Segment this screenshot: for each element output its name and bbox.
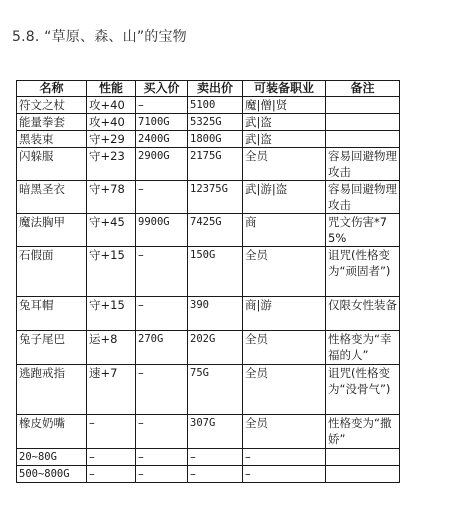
cell-stat: 守+15 <box>87 247 136 297</box>
cell-jobs: 商|游 <box>243 297 326 331</box>
cell-stat: 守+23 <box>87 148 136 181</box>
cell-stat: 攻+40 <box>87 114 136 131</box>
cell-stat: – <box>87 466 136 483</box>
cell-name: 闪躲服 <box>17 148 87 181</box>
col-header-jobs: 可装备职业 <box>243 81 326 97</box>
cell-name: 黑装束 <box>17 131 87 148</box>
cell-buy: – <box>136 466 188 483</box>
cell-name: 魔法胸甲 <box>17 214 87 247</box>
table-row <box>17 466 400 483</box>
table-header-row <box>17 81 400 97</box>
cell-jobs: 商 <box>243 214 326 247</box>
cell-note: 性格变为“幸福的人” <box>326 331 400 365</box>
col-header-note: 备注 <box>326 81 400 97</box>
cell-stat: 攻+40 <box>87 97 136 114</box>
table-row <box>17 214 400 247</box>
cell-note: 性格变为“撒娇” <box>326 415 400 449</box>
table-row <box>17 148 400 181</box>
cell-sell: 307G <box>188 415 243 449</box>
cell-name: 橡皮奶嘴 <box>17 415 87 449</box>
table-row <box>17 415 400 449</box>
cell-buy: – <box>136 247 188 297</box>
cell-note <box>326 97 400 114</box>
cell-stat: 守+45 <box>87 214 136 247</box>
cell-name: 500~800G <box>17 466 87 483</box>
cell-name: 逃跑戒指 <box>17 365 87 415</box>
table-row <box>17 449 400 466</box>
cell-jobs: 全员 <box>243 148 326 181</box>
item-table <box>16 80 400 483</box>
cell-buy: – <box>136 365 188 415</box>
cell-name: 石假面 <box>17 247 87 297</box>
cell-jobs: 全员 <box>243 365 326 415</box>
cell-stat: 速+7 <box>87 365 136 415</box>
table-row <box>17 247 400 297</box>
cell-note <box>326 466 400 483</box>
cell-stat: – <box>87 415 136 449</box>
cell-jobs: 武|盗 <box>243 114 326 131</box>
cell-name: 符文之杖 <box>17 97 87 114</box>
cell-note: 仅限女性装备 <box>326 297 400 331</box>
cell-sell: – <box>188 449 243 466</box>
col-header-buy: 买入价 <box>136 81 188 97</box>
table-row <box>17 97 400 114</box>
cell-stat: 守+29 <box>87 131 136 148</box>
cell-stat: 守+15 <box>87 297 136 331</box>
cell-note: 咒文伤害*75% <box>326 214 400 247</box>
cell-sell: 12375G <box>188 181 243 214</box>
cell-jobs: 全员 <box>243 415 326 449</box>
cell-stat: 运+8 <box>87 331 136 365</box>
table-row <box>17 114 400 131</box>
cell-sell: 5100 <box>188 97 243 114</box>
cell-buy: 7100G <box>136 114 188 131</box>
table-row <box>17 181 400 214</box>
cell-note: 容易回避物理攻击 <box>326 181 400 214</box>
cell-buy: – <box>136 449 188 466</box>
cell-note <box>326 131 400 148</box>
cell-name: 兔耳帽 <box>17 297 87 331</box>
cell-sell: 390 <box>188 297 243 331</box>
cell-buy: 2400G <box>136 131 188 148</box>
cell-buy: – <box>136 297 188 331</box>
page-title: 5.8. “草原、森、山”的宝物 <box>12 29 187 45</box>
table-row <box>17 331 400 365</box>
col-header-stat: 性能 <box>87 81 136 97</box>
cell-note: 容易回避物理攻击 <box>326 148 400 181</box>
cell-buy: – <box>136 181 188 214</box>
cell-name: 20~80G <box>17 449 87 466</box>
cell-sell: 202G <box>188 331 243 365</box>
table-row <box>17 131 400 148</box>
cell-sell: 150G <box>188 247 243 297</box>
cell-note: 诅咒(性格变为“没骨气”) <box>326 365 400 415</box>
cell-sell: 5325G <box>188 114 243 131</box>
cell-jobs: 全员 <box>243 331 326 365</box>
cell-jobs: 武|游|盗 <box>243 181 326 214</box>
cell-jobs: 魔|僧|贤 <box>243 97 326 114</box>
col-header-sell: 卖出价 <box>188 81 243 97</box>
cell-sell: 2175G <box>188 148 243 181</box>
cell-stat: – <box>87 449 136 466</box>
cell-name: 能量拳套 <box>17 114 87 131</box>
cell-buy: – <box>136 97 188 114</box>
cell-sell: 7425G <box>188 214 243 247</box>
cell-name: 暗黑圣衣 <box>17 181 87 214</box>
cell-jobs: – <box>243 466 326 483</box>
cell-sell: 75G <box>188 365 243 415</box>
cell-sell: – <box>188 466 243 483</box>
cell-note <box>326 449 400 466</box>
cell-buy: 270G <box>136 331 188 365</box>
table-row <box>17 365 400 415</box>
cell-name: 兔子尾巴 <box>17 331 87 365</box>
cell-jobs: 全员 <box>243 247 326 297</box>
cell-buy: – <box>136 415 188 449</box>
table-row <box>17 297 400 331</box>
cell-buy: 9900G <box>136 214 188 247</box>
cell-stat: 守+78 <box>87 181 136 214</box>
cell-jobs: 武|盗 <box>243 131 326 148</box>
cell-note <box>326 114 400 131</box>
cell-jobs: – <box>243 449 326 466</box>
col-header-name: 名称 <box>17 81 87 97</box>
cell-sell: 1800G <box>188 131 243 148</box>
cell-note: 诅咒(性格变为“顽固者”) <box>326 247 400 297</box>
cell-buy: 2900G <box>136 148 188 181</box>
